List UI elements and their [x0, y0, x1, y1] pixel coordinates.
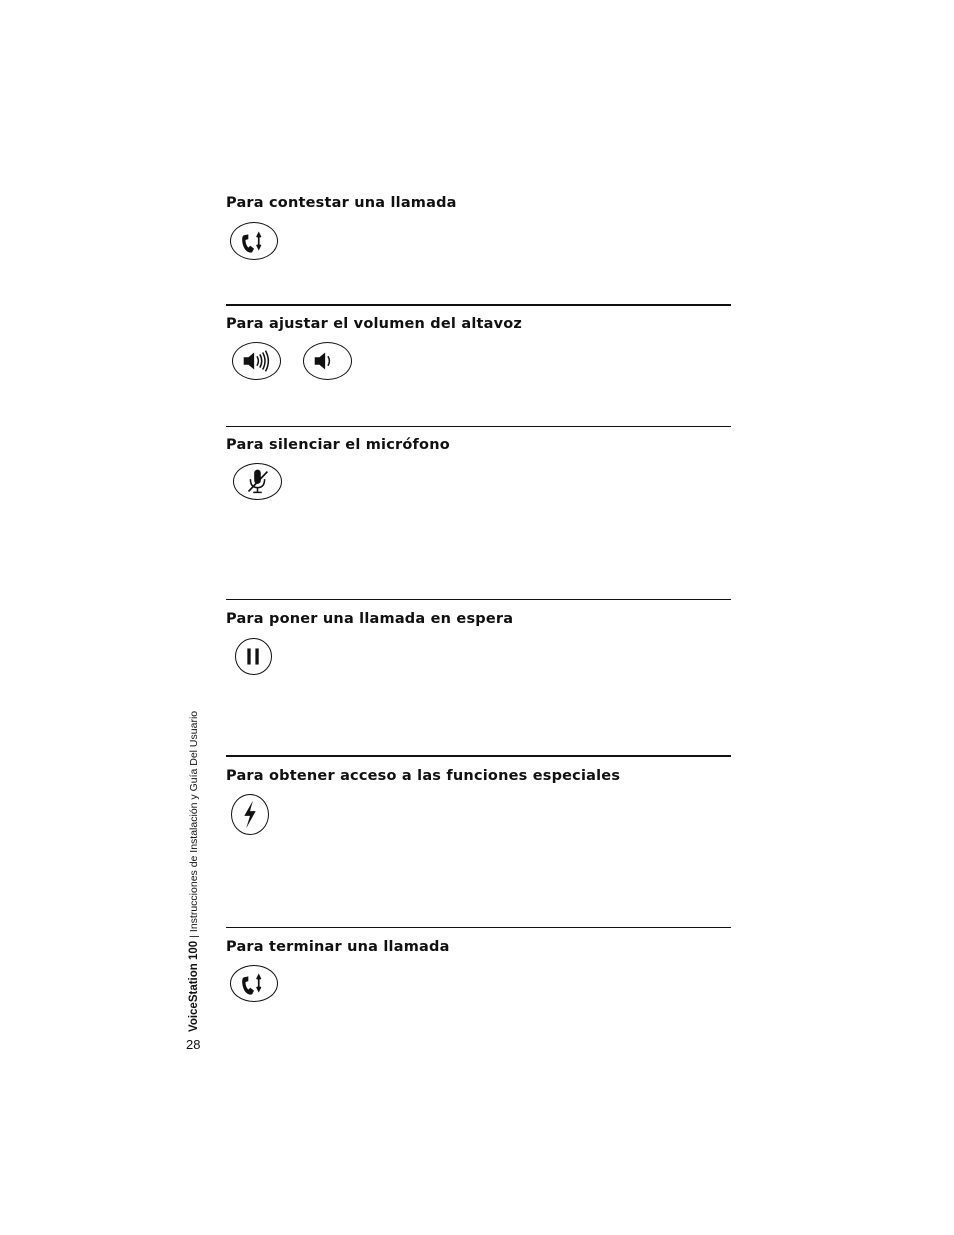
- volume-up-icon[interactable]: [232, 342, 281, 380]
- section-heading-special-functions: Para obtener acceso a las funciones especiales: [226, 768, 621, 784]
- phone-hangup-icon[interactable]: [230, 965, 278, 1002]
- section-heading-end-call: Para terminar una llamada: [226, 939, 450, 955]
- section-divider: [226, 426, 731, 427]
- vertical-footer: [188, 711, 200, 1032]
- product-name: VoiceStation 100: [188, 940, 200, 1032]
- section-divider: [226, 304, 731, 306]
- page-number: 28: [186, 1037, 201, 1052]
- section-heading-mute: Para silenciar el micrófono: [226, 437, 450, 453]
- section-heading-hold: Para poner una llamada en espera: [226, 611, 514, 627]
- section-heading-volume: Para ajustar el volumen del altavoz: [226, 316, 523, 332]
- section-heading-answer-call: Para contestar una llamada: [226, 195, 457, 211]
- hold-pause-icon[interactable]: [235, 638, 272, 675]
- manual-title: Instrucciones de Instalación y Guía Del Usuario: [188, 710, 200, 933]
- footer-separator: |: [188, 935, 200, 938]
- section-divider: [226, 927, 731, 928]
- flash-function-icon[interactable]: [231, 794, 269, 835]
- phone-answer-icon[interactable]: [230, 222, 278, 260]
- section-divider: [226, 599, 731, 600]
- section-divider: [226, 755, 731, 757]
- volume-down-icon[interactable]: [303, 342, 352, 380]
- mute-microphone-icon[interactable]: [233, 463, 282, 500]
